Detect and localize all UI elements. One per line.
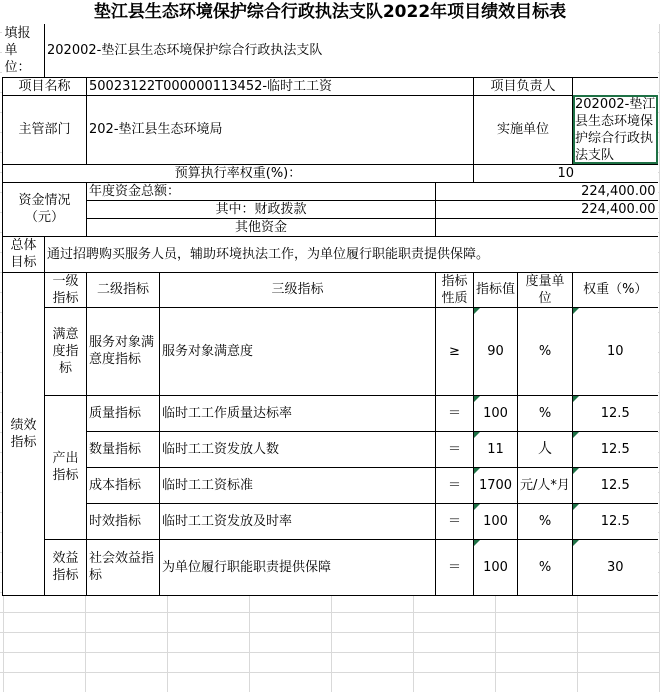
benefit-nature: ＝ (436, 539, 474, 595)
output-weight: 12.5 (573, 431, 658, 467)
benefit-level2: 社会效益指标 (87, 539, 160, 595)
funds-other-value (436, 218, 658, 236)
perf-label: 绩效指标 (3, 272, 45, 595)
benefit-unit: % (518, 539, 573, 595)
goal-label: 总体目标 (3, 236, 45, 272)
row-perf-headers (3, 272, 658, 307)
benefit-level3: 为单位履行职能职责提供保障 (160, 539, 436, 595)
benefit-value: 100 (474, 539, 518, 595)
project-name-value: 50023122T000000113452-临时工工资 (87, 77, 474, 95)
dept-value: 202-垫江县生态环境局 (87, 95, 474, 164)
row-unit (3, 24, 658, 77)
impl-value[interactable]: 202002-垫江县生态环境保护综合行政执法支队 (573, 95, 658, 164)
project-lead-value[interactable] (573, 77, 658, 95)
satisfaction-level2: 服务对象满意度指标 (87, 307, 160, 395)
performance-table (2, 24, 658, 596)
output-nature: ＝ (436, 503, 474, 539)
output-level2: 质量指标 (87, 395, 160, 431)
output-level3: 临时工工作质量达标率 (160, 395, 436, 431)
benefit-level1: 效益指标 (45, 539, 87, 595)
satisfaction-value: 90 (474, 307, 518, 395)
output-level3: 临时工工资发放人数 (160, 431, 436, 467)
satisfaction-unit: % (518, 307, 573, 395)
header-level2: 二级指标 (87, 272, 160, 307)
output-unit: % (518, 395, 573, 431)
output-weight: 12.5 (573, 395, 658, 431)
benefit-weight: 30 (573, 539, 658, 595)
header-nature: 指标性质 (436, 272, 474, 307)
satisfaction-nature: ≥ (436, 307, 474, 395)
page-title: 垫江县生态环境保护综合行政执法支队2022年项目绩效目标表 (0, 0, 660, 24)
funds-fiscal-label: 其中：财政拨款 (87, 200, 436, 218)
satisfaction-level3: 服务对象满意度 (160, 307, 436, 395)
output-level2: 成本指标 (87, 467, 160, 503)
row-benefit (3, 539, 658, 595)
output-value: 1700 (474, 467, 518, 503)
output-weight: 12.5 (573, 467, 658, 503)
output-value: 11 (474, 431, 518, 467)
row-dept (3, 95, 658, 164)
header-level3: 三级指标 (160, 272, 436, 307)
row-budget-weight (3, 164, 658, 182)
output-nature: ＝ (436, 395, 474, 431)
row-satisfaction (3, 307, 658, 395)
row-output-timeliness (3, 503, 658, 539)
output-nature: ＝ (436, 431, 474, 467)
impl-label: 实施单位 (474, 95, 573, 164)
dept-label: 主管部门 (3, 95, 87, 164)
output-weight: 12.5 (573, 503, 658, 539)
output-level3: 临时工工资标准 (160, 467, 436, 503)
row-output-quality (3, 395, 658, 431)
project-lead-label: 项目负责人 (474, 77, 573, 95)
row-output-cost (3, 467, 658, 503)
output-unit: 元/人*月 (518, 467, 573, 503)
satisfaction-weight: 10 (573, 307, 658, 395)
output-level3: 临时工工资发放及时率 (160, 503, 436, 539)
row-funds-other (3, 218, 658, 236)
goal-text: 通过招聘购买服务人员，辅助环境执法工作，为单位履行职能职责提供保障。 (45, 236, 658, 272)
output-nature: ＝ (436, 467, 474, 503)
funds-label: 资金情况（元） (3, 182, 87, 236)
row-funds-fiscal (3, 200, 658, 218)
funds-fiscal-value: 224,400.00 (436, 200, 658, 218)
funds-annual-label: 年度资金总额： (87, 182, 436, 200)
budget-weight-value: 10 (474, 164, 658, 182)
satisfaction-level1: 满意度指标 (45, 307, 87, 395)
budget-weight-label: 预算执行率权重(%)： (3, 164, 474, 182)
row-project-name (3, 77, 658, 95)
header-level1: 一级指标 (45, 272, 87, 307)
row-goal (3, 236, 658, 272)
output-unit: 人 (518, 431, 573, 467)
header-weight: 权重（%） (573, 272, 658, 307)
project-name-label: 项目名称 (3, 77, 87, 95)
row-funds-annual (3, 182, 658, 200)
output-value: 100 (474, 395, 518, 431)
unit-value: 202002-垫江县生态环境保护综合行政执法支队 (45, 24, 658, 77)
funds-annual-value: 224,400.00 (436, 182, 658, 200)
row-output-quantity (3, 431, 658, 467)
output-level2: 数量指标 (87, 431, 160, 467)
output-level1: 产出指标 (45, 395, 87, 539)
output-value: 100 (474, 503, 518, 539)
output-level2: 时效指标 (87, 503, 160, 539)
header-value: 指标值 (474, 272, 518, 307)
header-unit: 度量单位 (518, 272, 573, 307)
funds-other-label: 其他资金 (87, 218, 436, 236)
unit-label: 填报单位： (3, 24, 45, 77)
output-unit: % (518, 503, 573, 539)
